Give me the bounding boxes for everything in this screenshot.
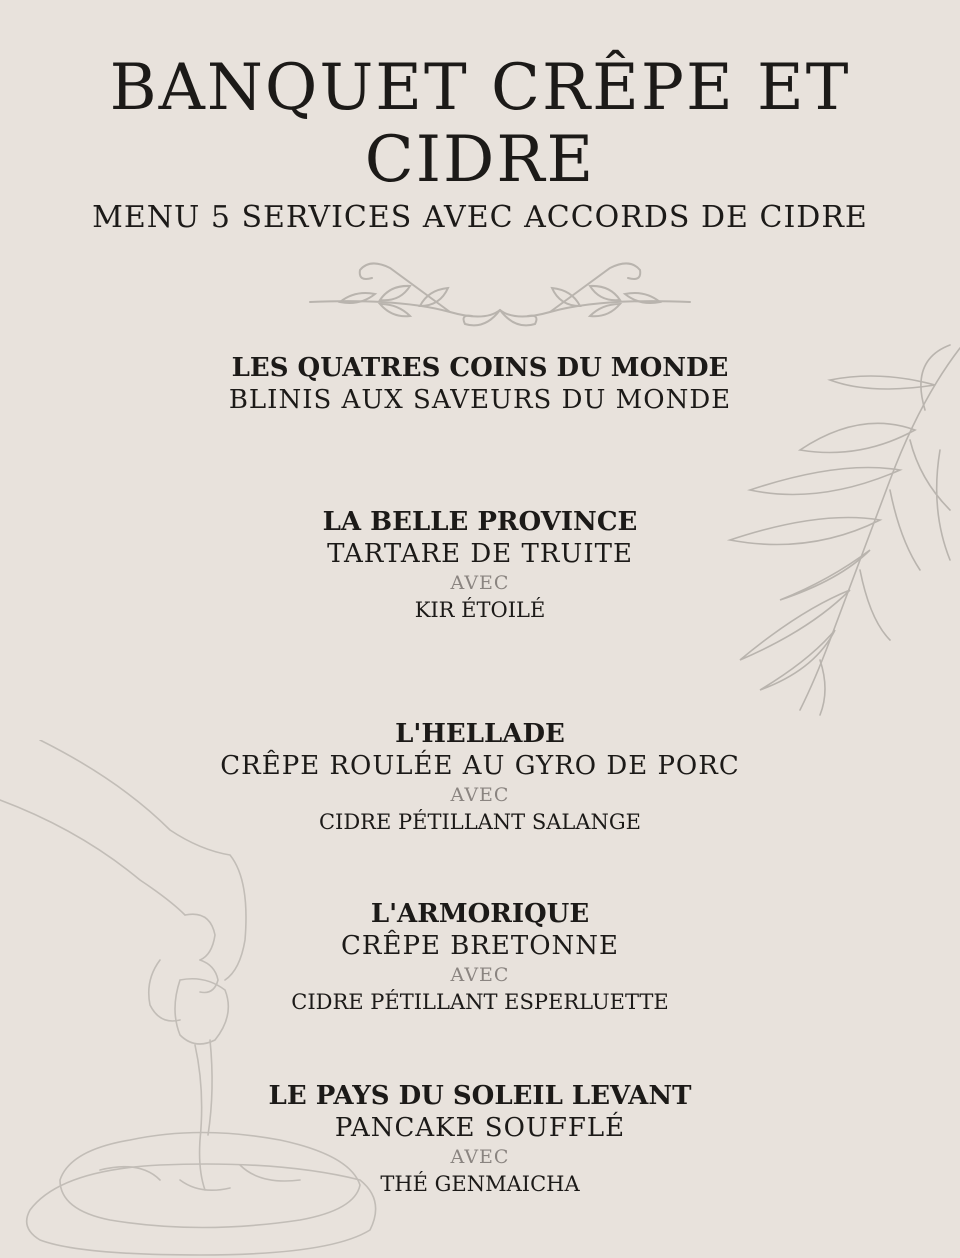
menu-title: BANQUET CRÊPE ET CIDRE bbox=[109, 51, 851, 197]
course-name: L'ARMORIQUE bbox=[370, 899, 590, 929]
course-name: L'HELLADE bbox=[395, 719, 565, 749]
course-pairing: KIR ÉTOILÉ bbox=[414, 598, 546, 622]
course-name: LA BELLE PROVINCE bbox=[322, 507, 638, 537]
course-dish: PANCAKE SOUFFLÉ bbox=[334, 1113, 626, 1143]
course-dish: CRÊPE BRETONNE bbox=[341, 931, 619, 961]
course-3 bbox=[0, 718, 960, 836]
course-4 bbox=[0, 898, 960, 1016]
pairing-connector: AVEC bbox=[450, 784, 510, 806]
course-dish: BLINIS AUX SAVEURS DU MONDE bbox=[228, 385, 732, 415]
course-2 bbox=[0, 506, 960, 624]
course-pairing: CIDRE PÉTILLANT SALANGE bbox=[318, 810, 642, 834]
pairing-connector: AVEC bbox=[450, 1146, 510, 1168]
course-name: LES QUATRES COINS DU MONDE bbox=[231, 353, 729, 383]
pairing-connector: AVEC bbox=[450, 572, 510, 594]
course-name: LE PAYS DU SOLEIL LEVANT bbox=[268, 1081, 692, 1111]
course-1 bbox=[0, 352, 960, 416]
course-pairing: THÉ GENMAICHA bbox=[380, 1172, 580, 1196]
course-dish: TARTARE DE TRUITE bbox=[327, 539, 633, 569]
course-pairing: CIDRE PÉTILLANT ESPERLUETTE bbox=[291, 990, 669, 1014]
course-5 bbox=[0, 1080, 960, 1198]
vine-divider-icon bbox=[300, 250, 700, 340]
pairing-connector: AVEC bbox=[450, 964, 510, 986]
menu-subtitle: MENU 5 SERVICES AVEC ACCORDS DE CIDRE bbox=[92, 200, 868, 235]
course-dish: CRÊPE ROULÉE AU GYRO DE PORC bbox=[220, 751, 740, 781]
